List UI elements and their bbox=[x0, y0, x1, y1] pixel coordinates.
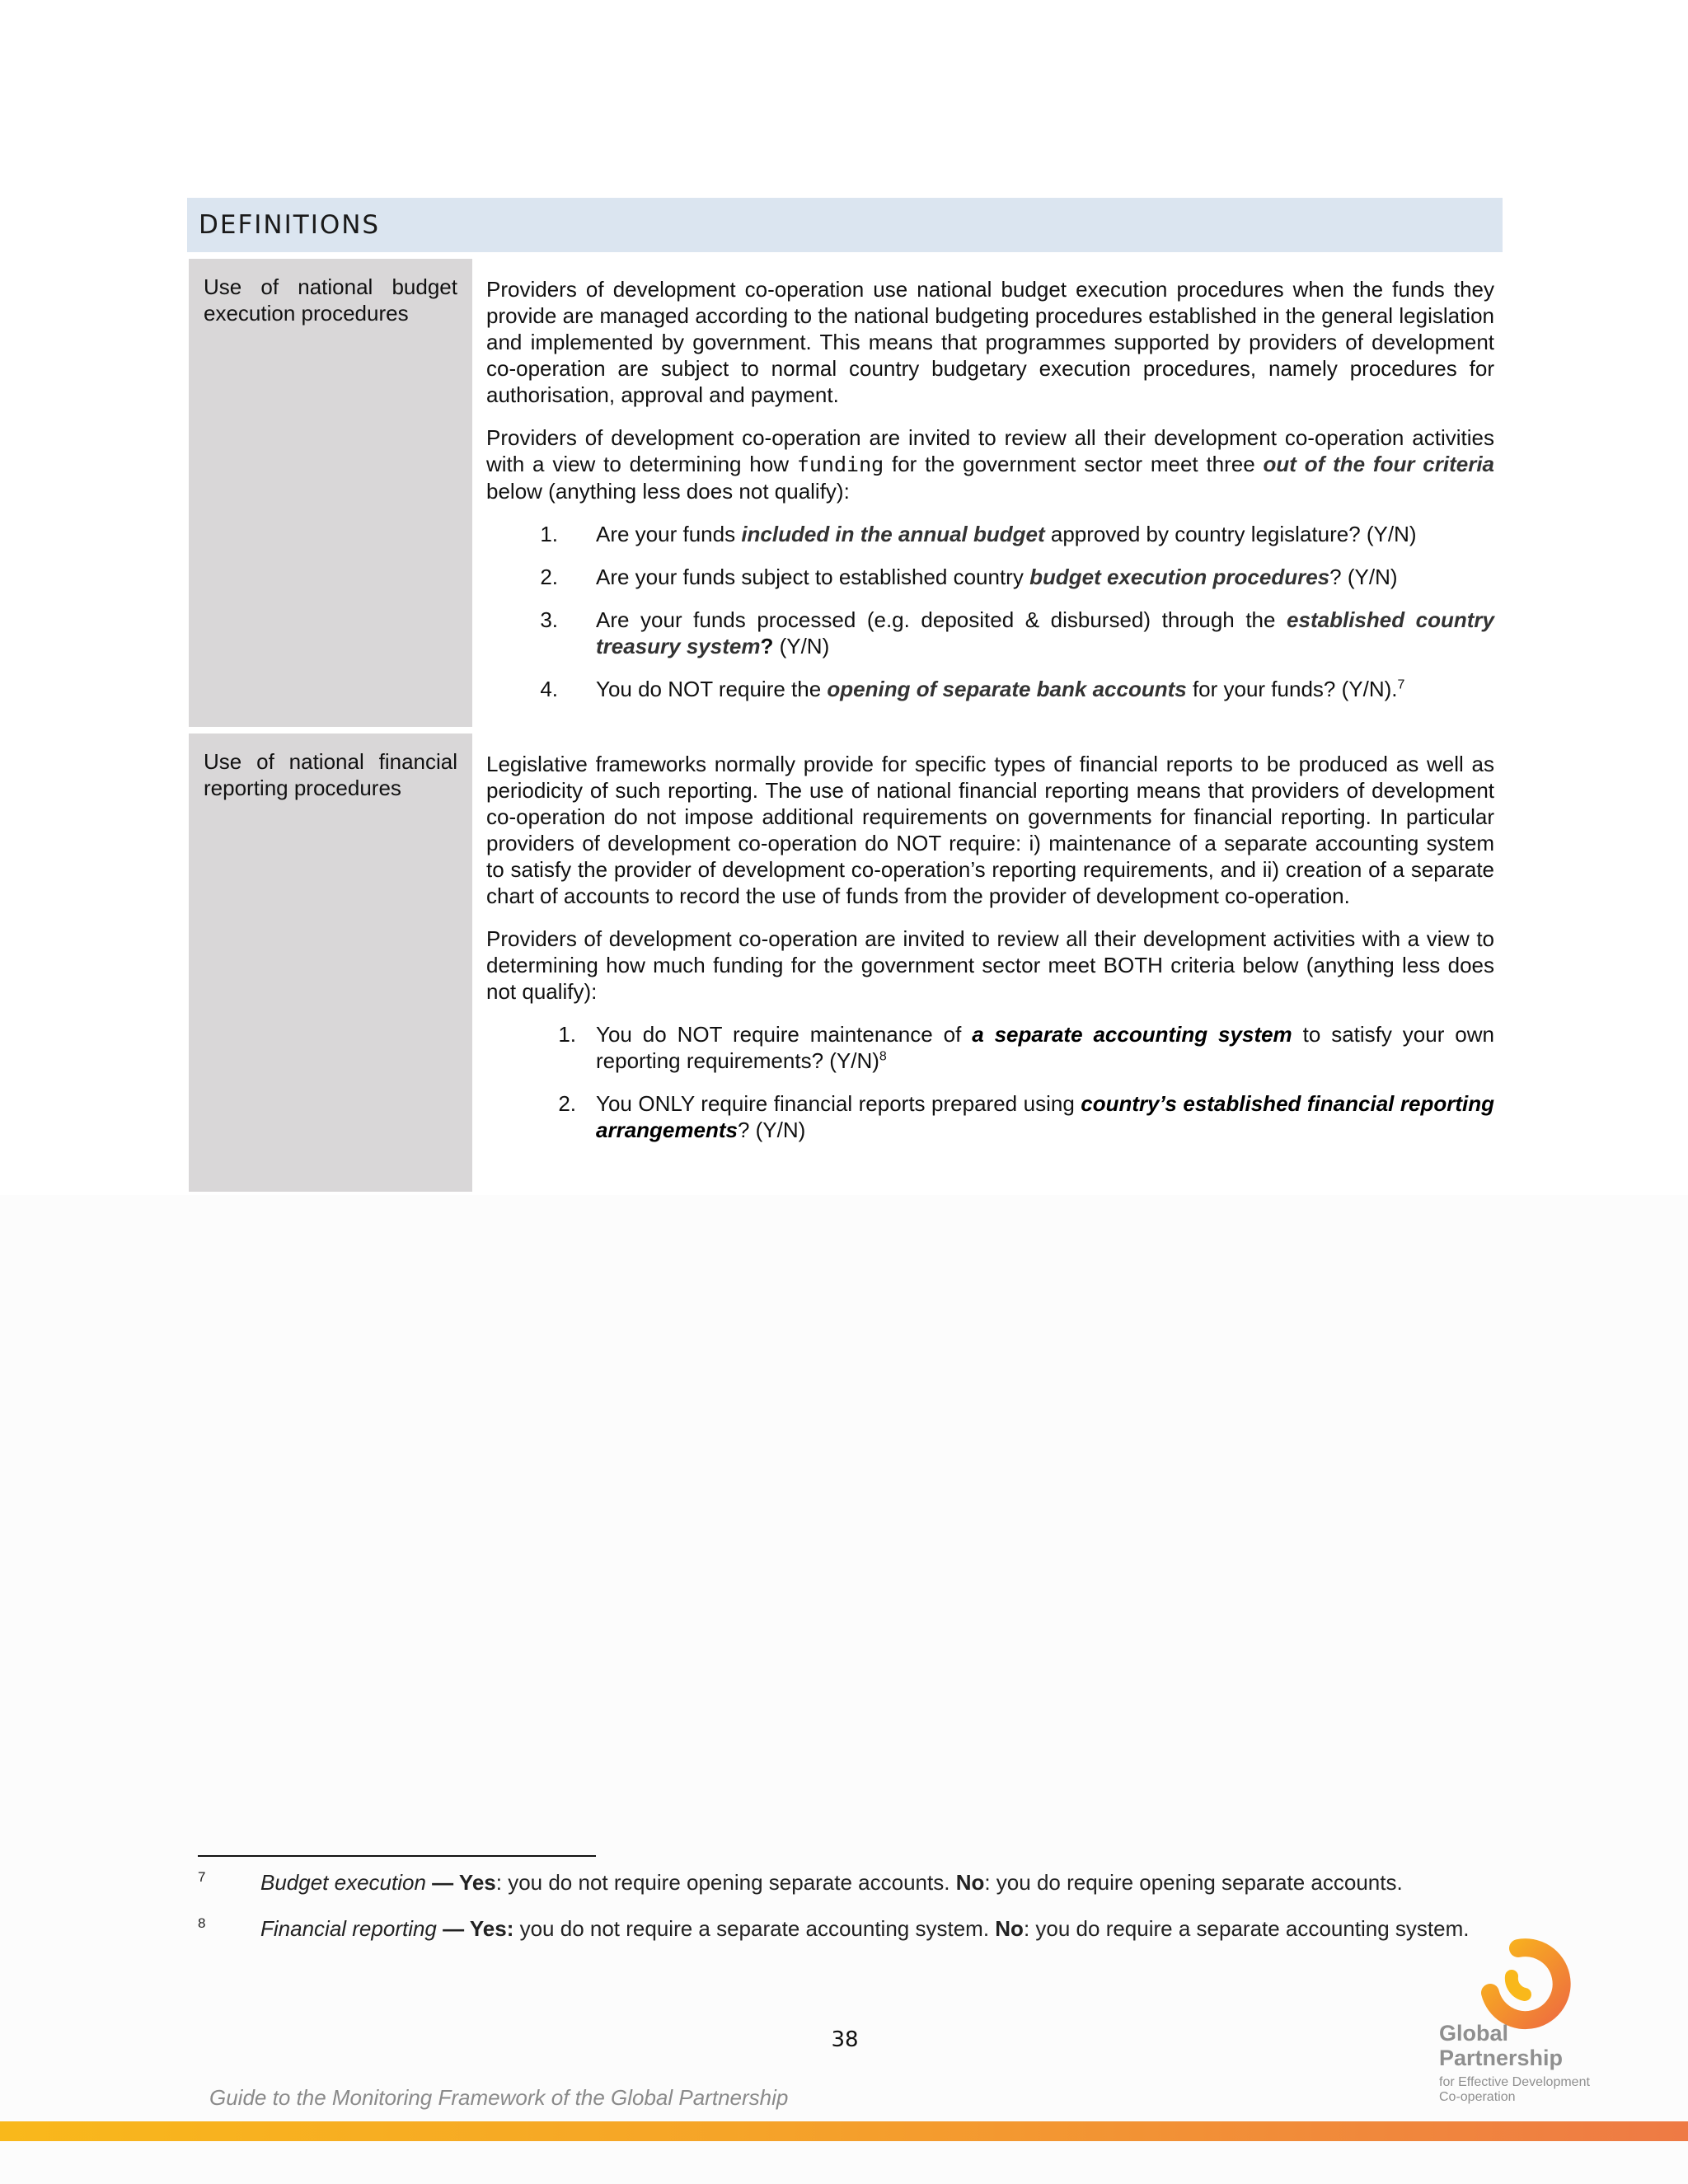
footer-color-bar bbox=[0, 2121, 1688, 2141]
logo-wordmark: Global Partnership bbox=[1439, 2021, 1564, 2070]
footnote-8: 8 Financial reporting — Yes: you do not require a separate accounting system. No: you do require a separate accounting system. bbox=[198, 1915, 1470, 1941]
row-body-financial-reporting bbox=[486, 751, 1494, 1160]
logo-tagline: for Effective Development Co-operation bbox=[1439, 2075, 1590, 2104]
page-number: 38 bbox=[831, 2027, 859, 2052]
row-label-financial-reporting: Use of national financial reporting procedures bbox=[189, 733, 472, 1192]
footnote-7: 7 Budget execution — Yes: you do not require opening separate accounts. No: you do require opening separate accounts. bbox=[198, 1869, 1403, 1895]
criterion-item: 2. You ONLY require financial reports prepared using country’s established financial reporting arrangements? (Y/N) bbox=[558, 1091, 1494, 1142]
criterion-item: 3. Are your funds processed (e.g. deposited & disbursed) through the established country treasury system? (Y/N) bbox=[540, 607, 1494, 658]
definitions-header: DEFINITIONS bbox=[187, 198, 1503, 252]
footnote-ref: 7 bbox=[1397, 677, 1405, 692]
criterion-item: 4. You do NOT require the opening of separate bank accounts for your funds? (Y/N).$^7$ bbox=[540, 677, 1405, 701]
criterion-item: 1. Are your funds included in the annual budget approved by country legislature? (Y/N) bbox=[540, 522, 1417, 546]
paragraph: Providers of development co-operation are invited to review all their development activities with a view to determining how much funding for the government sector meet BOTH criteria below (anything less does not qualify): bbox=[486, 926, 1494, 1004]
row-label-budget-execution: Use of national budget execution procedures bbox=[189, 259, 472, 727]
paragraph: Providers of development co-operation use national budget execution procedures when the funds they provide are managed according to the national budgeting procedures established in the general legislation and implemented by government. This means that programmes supported by providers of development co-operation are subject to normal country budgetary execution procedures, namely procedures for authorisation, approval and payment. bbox=[486, 277, 1494, 407]
row-body-budget-execution bbox=[486, 276, 1494, 719]
paragraph: Providers of development co-operation are invited to review all their development co-operation activities with a view to determining how funding for the government sector meet three out of the four criteria below (anything less does not qualify): bbox=[486, 425, 1495, 504]
footer-document-title: Guide to the Monitoring Framework of the Global Partnership bbox=[209, 2085, 789, 2110]
paragraph: Legislative frameworks normally provide for specific types of financial reports to be produced as well as periodicity of such reporting. The use of national financial reporting means that providers of development co-operation do not impose additional requirements on governments for financial reporting. In particular providers of development co-operation do NOT require: i) maintenance of a separate accounting system to satisfy the provider of development co-operation’s reporting requirements, and ii) creation of a separate chart of accounts to record the use of funds from the provider of development co-operation. bbox=[486, 752, 1494, 908]
criterion-item: 1. You do NOT require maintenance of a separate accounting system to satisfy your own reporting requirements? $(Y/N)^8$ bbox=[558, 1022, 1494, 1073]
criterion-item: 2. Are your funds subject to established country budget execution procedures? (Y/N) bbox=[540, 565, 1398, 589]
footnote-ref: 8 bbox=[879, 1049, 887, 1064]
footnote-separator bbox=[198, 1855, 596, 1857]
